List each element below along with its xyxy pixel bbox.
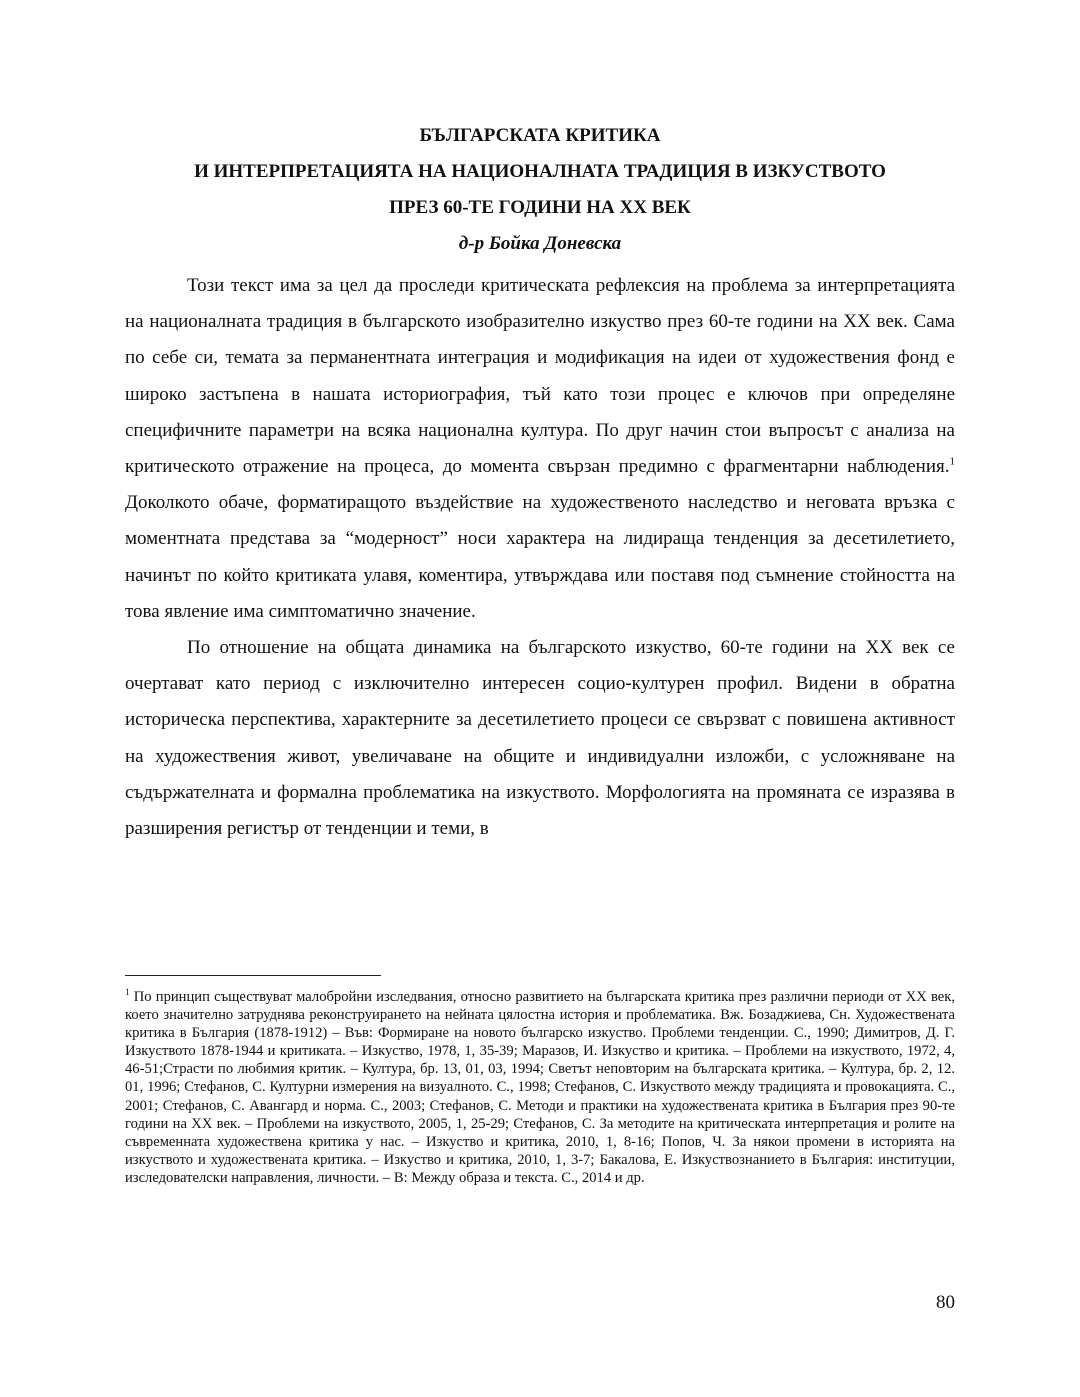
footnote-marker: 1 bbox=[125, 987, 130, 998]
footnote-text: По принцип съществуват малобройни изследвания, относно развитието на българската критика през различни периоди от ХХ век, което значително затруднява реконструирането на нейната цялостна история и проблематика. Вж. Бозаджиева, Сн. Художествената критика в България (1878-1912) – Във: Формиране на новото българско изкуство. Проблеми тенденции. С., 1990; Димитров, Д. Г. Изкуството 1878-1944 и критиката. – Изкуство, 1978, 1, 35-39; Маразов, И. Изкуство и критика. – Проблеми на изкуството, 1972, 4, 46-51;Страсти по любимия критик. – Култура, бр. 13, 01, 03, 1994; Светът неповторим на българската критика. – Култура, бр. 2, 12. 01, 1996; Стефанов, С. Културни измерения на визуалното. С., 1998; Стефанов, С. Изкуството между традицията и провокацията. С., 2001; Стефанов, С. Авангард и норма. С., 2003; Стефанов, С. Методи и практики на художествената критика в България през 90-те години на ХХ век. – Проблеми на изкуството, 2005, 1, 25-29; Стефанов, С. За методите на критическата интерпретация и ролите на съвременната художествена критика у нас. – Изкуство и критика, 2010, 1, 8-16; Попов, Ч. За някои промени в историята на изкуството и художествената критика. – Изкуство и критика, 2010, 1, 3-7; Бакалова, Е. Изкуствознанието в България: институции, изследователски направления, личности. – В: Между образа и текста. С., 2014 и др. bbox=[125, 989, 955, 1186]
author-name: д-р Бойка Доневска bbox=[458, 233, 622, 254]
page-number: 80 bbox=[936, 1292, 955, 1313]
title-line-2: И ИНТЕРПРЕТАЦИЯТА НА НАЦИОНАЛНАТА ТРАДИЦИЯ В ИЗКУСТВОТО bbox=[194, 161, 886, 182]
paragraph-1-continuation: Доколкото обаче, форматиращото въздействие на художественото наследство и неговата връзка с моментната представа за “модерност” носи характера на лидираща тенденция за десетилетието, начинът по който критиката улавя, коментира, утвърждава или поставя под съмнение стойността на това явление има симптоматично значение. bbox=[125, 492, 955, 622]
page-content bbox=[125, 118, 955, 847]
footnote-separator bbox=[125, 975, 381, 976]
paragraph-1-text: Този текст има за цел да проследи критическата рефлексия на проблема за интерпретацията на националната традиция в българското изобразително изкуство през 60-те години на ХХ век. Сама по себе си, темата за перманентната интеграция и модификация на идеи от художествения фонд е широко застъпена в нашата историография, тъй като този процес е ключов при определяне специфичните параметри на всяка национална култура. По друг начин стои въпросът с анализа на критическото отражение на процеса, до момента свързан предимно с фрагментарни наблюдения. bbox=[125, 275, 955, 478]
title-line-1: БЪЛГАРСКАТА КРИТИКА bbox=[419, 125, 661, 146]
title-line-3: ПРЕЗ 60-ТЕ ГОДИНИ НА ХХ ВЕК bbox=[389, 197, 691, 218]
footnote bbox=[125, 988, 955, 1187]
paragraph-2: По отношение на общата динамика на българското изкуство, 60-те години на ХХ век се очертават като период с изключително интересен социо-културен профил. Видени в обратна историческа перспектива, характерните за десетилетието процеси се свързват с повишена активност на художествения живот, увеличаване на общите и индивидуални изложби, с усложняване на съдържателната и формална проблематика на изкуството. Морфологията на промяната се изразява в разширения регистър от тенденции и теми, в bbox=[125, 637, 955, 840]
paragraph-1 bbox=[125, 268, 955, 630]
footnote-reference[interactable]: 1 bbox=[949, 455, 955, 468]
